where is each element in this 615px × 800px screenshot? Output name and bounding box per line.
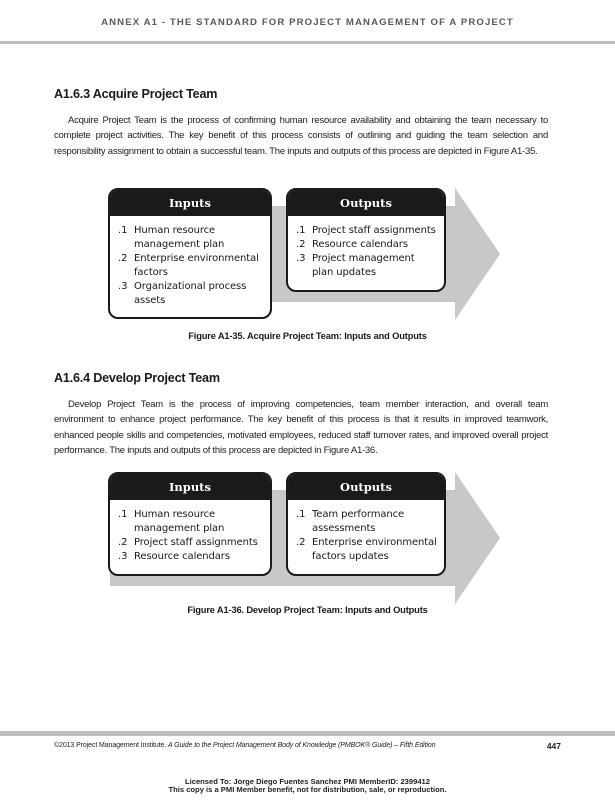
page-number: 447 [546, 741, 561, 751]
list-item [118, 224, 264, 252]
section-heading: A1.6.3 Acquire Project Team [54, 87, 218, 101]
figure-caption: Figure A1-35. Acquire Project Team: Inputs and Outputs [188, 331, 427, 341]
item-number: .2 [118, 253, 128, 264]
book-title: A Guide to the Project Management Body of Knowledge (PMBOK® Guide) – Fifth Edition [168, 742, 436, 749]
item-number: .2 [296, 239, 306, 250]
copyright-text: ©2013 Project Management Institute. [54, 742, 169, 749]
outputs-header: Outputs [288, 190, 444, 216]
figure-caption: Figure A1-36. Develop Project Team: Inputs and Outputs [187, 605, 428, 615]
item-text: Project management plan updates [312, 253, 415, 278]
list-item [118, 550, 264, 564]
list-item [118, 280, 264, 308]
item-number: .3 [118, 281, 128, 292]
list-item [118, 252, 264, 280]
item-text: Project staff assignments [134, 537, 258, 548]
item-number: .1 [118, 225, 128, 236]
item-text: Team performance assessments [312, 509, 405, 534]
list-item [118, 508, 264, 536]
section-paragraph: Develop Project Team is the process of improving competencies, team member interaction, and overall team environment to enhance project performance. The key benefit of this process is that it results in improved teamwork, enhanced people skills and competencies, motivated employees, reduced staff turnover rates, and improved overall project performance. The inputs and outputs of this process are depicted in Figure A1-36. [54, 399, 548, 456]
running-header-title: ANNEX A1 - THE STANDARD FOR PROJECT MANAGEMENT OF A PROJECT [101, 17, 514, 28]
header-divider [0, 41, 615, 44]
item-number: .3 [118, 551, 128, 562]
license-line-1: Licensed To: Jorge Diego Fuentes Sanchez PMI MemberID: 2399412 [184, 777, 431, 786]
footer-divider [0, 731, 615, 736]
item-number: .1 [296, 509, 306, 520]
inputs-header: Inputs [110, 190, 270, 216]
running-header [0, 0, 615, 44]
item-number: .2 [296, 537, 306, 548]
outputs-list [288, 500, 444, 564]
inputs-list [110, 216, 270, 308]
item-text: Organizational process assets [134, 281, 247, 306]
license-line-2: This copy is a PMI Member benefit, not for distribution, sale, or reproduction. [168, 785, 447, 794]
item-number: .3 [296, 253, 306, 264]
list-item [296, 252, 438, 280]
inputs-list [110, 500, 270, 564]
list-item [118, 536, 264, 550]
outputs-box [286, 472, 446, 576]
outputs-list [288, 216, 444, 280]
section-paragraph: Acquire Project Team is the process of confirming human resource availability and obtaining the team necessary to complete project activities. The key benefit of this process consists of outlining and guiding the team selection and responsibility assignment to obtain a successful team. The inputs and outputs of this process are depicted in Figure A1-35. [54, 115, 548, 157]
item-text: Human resource management plan [134, 509, 225, 534]
item-number: .1 [118, 509, 128, 520]
item-text: Enterprise environmental factors [134, 253, 259, 278]
item-number: .2 [118, 537, 128, 548]
item-text: Resource calendars [312, 239, 408, 250]
inputs-box [108, 472, 272, 576]
list-item [296, 508, 438, 536]
section-acquire-project-team [54, 87, 548, 159]
item-text: Resource calendars [134, 551, 230, 562]
list-item [296, 238, 438, 252]
section-heading: A1.6.4 Develop Project Team [54, 371, 220, 385]
inputs-box [108, 188, 272, 319]
item-text: Human resource management plan [134, 225, 225, 250]
footer-copyright [54, 742, 436, 749]
item-number: .1 [296, 225, 306, 236]
inputs-header: Inputs [110, 474, 270, 500]
section-develop-project-team [54, 371, 548, 458]
outputs-header: Outputs [288, 474, 444, 500]
list-item [296, 224, 438, 238]
outputs-box [286, 188, 446, 292]
list-item [296, 536, 438, 564]
item-text: Project staff assignments [312, 225, 436, 236]
item-text: Enterprise environmental factors updates [312, 537, 437, 562]
